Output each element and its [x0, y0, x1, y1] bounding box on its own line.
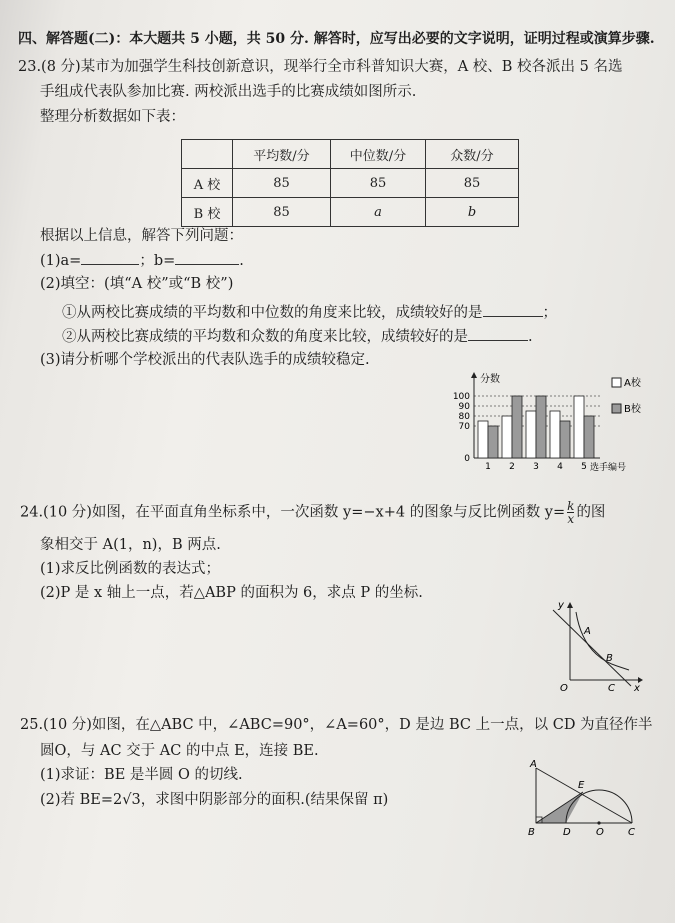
x-tick-label: 2 [509, 462, 515, 472]
table-cell: 85 [233, 169, 331, 198]
bar-b-3 [536, 396, 546, 458]
fraction-k-over-x [567, 500, 574, 525]
q25-part2: (2)若 BE=2√3，求图中阴影部分的面积.(结果保留 π) [40, 792, 389, 808]
y-axis-label: 分数 [480, 374, 500, 385]
x-tick-labels [485, 462, 587, 472]
q25-line2: 圆O，与 AC 交于 AC 的中点 E，连接 BE. [40, 743, 319, 759]
label-c: C [628, 827, 635, 838]
table-cell: 85 [233, 198, 331, 227]
q23-part1 [40, 250, 244, 271]
hyperbola-curve [576, 612, 629, 670]
bar-a-5 [574, 396, 584, 458]
x-axis-label: 选手编号 [590, 463, 627, 473]
legend-label-b: B校 [624, 404, 641, 415]
q23-part2-1-text: ①从两校比赛成绩的平均数和中位数的角度来比较，成绩较好的是 [62, 305, 483, 321]
q24-line1-b: 的图 [576, 504, 606, 521]
answer-blank-2-2[interactable] [468, 326, 528, 341]
q23-line3: 整理分析数据如下表： [40, 109, 185, 125]
y-tick-labels [453, 392, 470, 464]
bar-b-1 [488, 426, 498, 458]
x-tick-label: 1 [485, 462, 491, 472]
y-tick-label: 70 [458, 422, 470, 432]
linear-function-line [553, 610, 631, 686]
table-row [182, 169, 519, 198]
table-cell: 85 [426, 169, 519, 198]
bar-b-5 [584, 416, 594, 458]
table-row [182, 140, 519, 169]
fraction-denominator: x [567, 512, 575, 526]
label-c: C [608, 683, 615, 694]
q23-line2: 手组成代表队参加比赛. 两校派出选手的比赛成绩如图所示. [40, 84, 417, 100]
q24-line2: 象相交于 A(1，n)，B 两点. [40, 537, 221, 553]
q24-coordinate-figure [545, 600, 645, 695]
answer-blank-2-1[interactable] [483, 302, 543, 317]
q23-bar-chart [440, 370, 670, 475]
fraction-numerator: k [567, 499, 575, 513]
q23-part1-prefix: (1)a= [40, 253, 82, 269]
section-header: 四、解答题(二)：本大题共 5 小题，共 50 分. 解答时，应写出必要的文字说明，证明过程或演算步骤. [18, 31, 655, 47]
label-b: B [606, 653, 613, 664]
q24-line1-a: 24.(10 分)如图，在平面直角坐标系中，一次函数 y=−x+4 的图象与反比例函数 y= [20, 504, 566, 521]
table-cell: B 校 [182, 198, 233, 227]
q23-part2-2-text: ②从两校比赛成绩的平均数和众数的角度来比较，成绩较好的是 [62, 329, 468, 345]
answer-blank-a[interactable] [81, 250, 139, 265]
table-cell: A 校 [182, 169, 233, 198]
table-header-cell: 平均数/分 [233, 140, 331, 169]
q24-line1 [20, 500, 605, 525]
table-cell: a [331, 198, 426, 227]
q23-part2-1-end: ； [542, 305, 557, 321]
q23-score-table [181, 139, 519, 227]
label-b: B [528, 827, 535, 838]
q24-part1: (1)求反比例函数的表达式； [40, 561, 221, 577]
semicircle-o [566, 790, 632, 823]
table-cell: 85 [331, 169, 426, 198]
q25-part1: (1)求证：BE 是半圆 O 的切线. [40, 767, 243, 783]
q23-part2-2 [62, 326, 533, 347]
table-header-cell: 众数/分 [426, 140, 519, 169]
table-row [182, 198, 519, 227]
bar-b-4 [560, 421, 570, 458]
y-tick-label: 100 [452, 392, 470, 402]
y-axis-arrow [567, 602, 573, 608]
label-a: A [584, 626, 591, 637]
table-header-cell: 中位数/分 [331, 140, 426, 169]
q23-part1-mid: ；b= [139, 253, 176, 269]
bar-a-2 [502, 416, 512, 458]
table-cell: b [426, 198, 519, 227]
label-x: x [634, 683, 640, 694]
x-tick-label: 5 [581, 462, 587, 472]
label-a: A [530, 759, 537, 770]
y-tick-label: 0 [464, 454, 470, 464]
q25-geometry-figure [522, 755, 667, 840]
chart-bars [478, 396, 594, 458]
label-y: y [558, 600, 564, 611]
label-d: D [563, 827, 571, 838]
label-e: E [578, 780, 585, 791]
legend-swatch-b [612, 404, 621, 413]
bar-b-2 [512, 396, 522, 458]
bar-a-1 [478, 421, 488, 458]
q25-line1: 25.(10 分)如图，在△ABC 中，∠ABC=90°，∠A=60°，D 是边 BC 上一点，以 CD 为直径作半 [20, 717, 653, 733]
label-o: O [560, 683, 568, 694]
q23-part3: (3)请分析哪个学校派出的代表队选手的成绩较稳定. [40, 352, 370, 368]
x-tick-label: 4 [557, 462, 563, 472]
label-o: O [596, 827, 604, 838]
table-header-cell [182, 140, 233, 169]
center-o-dot [597, 821, 600, 824]
q23-line1: 23.(8 分)某市为加强学生科技创新意识，现举行全市科普知识大赛，A 校、B 校各派出 5 名选 [18, 59, 623, 75]
legend-label-a: A校 [624, 378, 641, 389]
answer-blank-b[interactable] [175, 250, 239, 265]
q24-part2: (2)P 是 x 轴上一点，若△ABP 的面积为 6，求点 P 的坐标. [40, 585, 423, 601]
bar-a-3 [526, 411, 536, 458]
q23-part2-1 [62, 302, 557, 323]
x-tick-label: 3 [533, 462, 539, 472]
q23-part2: (2)填空：(填“A 校”或“B 校”) [40, 276, 234, 292]
y-tick-label: 90 [458, 402, 470, 412]
q23-part2-2-end: . [528, 329, 533, 345]
y-tick-label: 80 [458, 412, 470, 422]
bar-a-4 [550, 411, 560, 458]
legend-swatch-a [612, 378, 621, 387]
q23-part1-end: . [239, 253, 244, 269]
y-axis-arrow [471, 372, 477, 378]
q23-intro: 根据以上信息，解答下列问题： [40, 228, 243, 244]
